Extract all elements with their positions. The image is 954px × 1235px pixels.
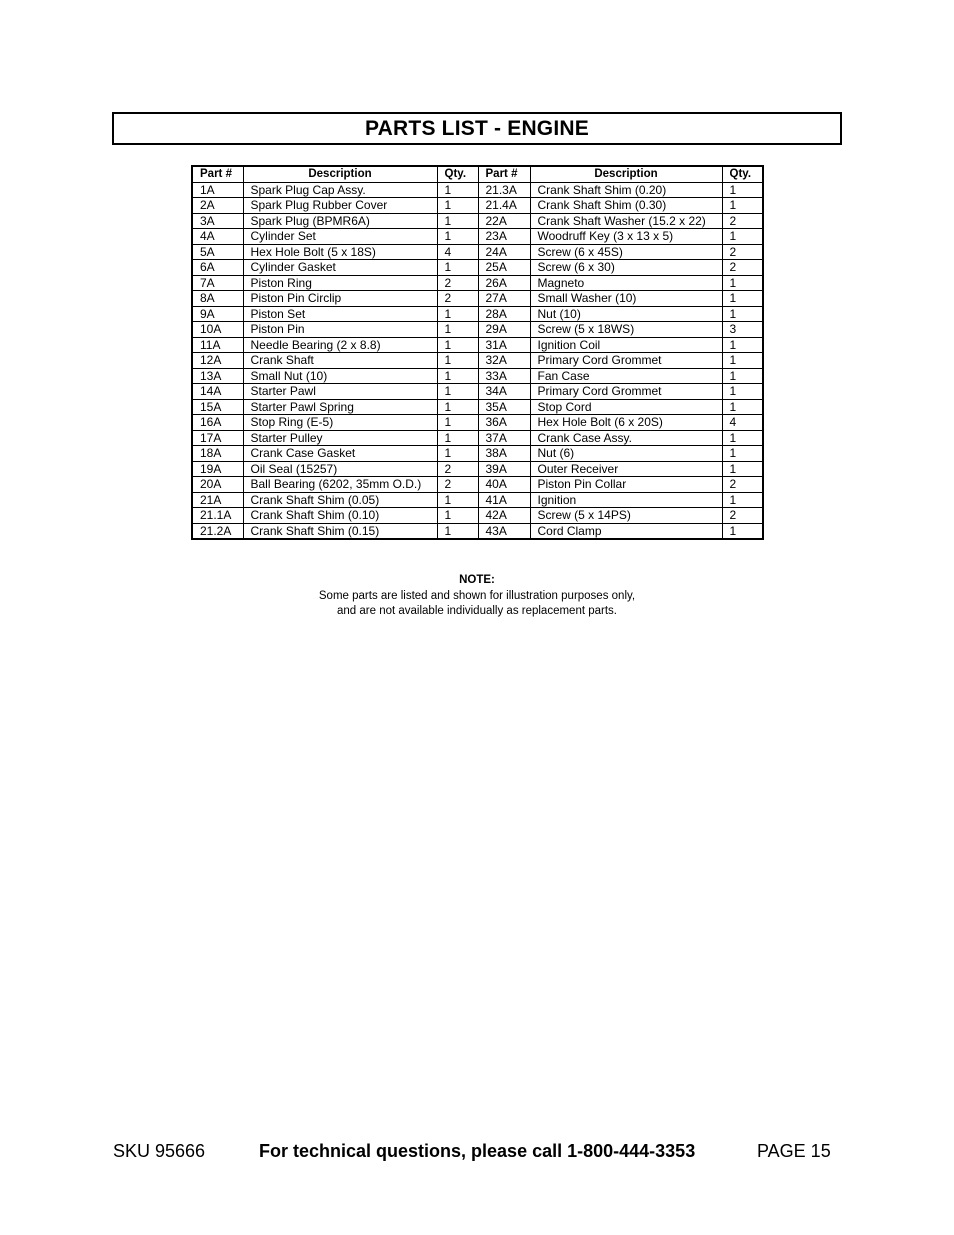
description-left: Crank Case Gasket (243, 446, 437, 462)
part-number-left: 21A (192, 492, 243, 508)
qty-right: 1 (722, 229, 763, 245)
qty-left: 1 (437, 492, 478, 508)
part-number-right: 40A (478, 477, 530, 493)
qty-left: 1 (437, 260, 478, 276)
description-right: Nut (10) (530, 306, 722, 322)
part-number-left: 16A (192, 415, 243, 431)
qty-right: 2 (722, 508, 763, 524)
table-row (192, 213, 763, 229)
page-footer (0, 1141, 954, 1165)
description-left: Crank Shaft Shim (0.10) (243, 508, 437, 524)
part-number-right: 31A (478, 337, 530, 353)
description-left: Cylinder Set (243, 229, 437, 245)
part-number-left: 4A (192, 229, 243, 245)
description-left: Crank Shaft Shim (0.05) (243, 492, 437, 508)
header-description-right: Description (530, 166, 722, 182)
description-right: Piston Pin Collar (530, 477, 722, 493)
qty-left: 1 (437, 337, 478, 353)
part-number-left: 11A (192, 337, 243, 353)
qty-right: 1 (722, 384, 763, 400)
qty-left: 1 (437, 213, 478, 229)
part-number-right: 21.3A (478, 182, 530, 198)
table-row (192, 198, 763, 214)
note-line-1: Some parts are listed and shown for illustration purposes only, (318, 589, 636, 602)
description-right: Screw (5 x 18WS) (530, 322, 722, 338)
qty-left: 2 (437, 477, 478, 493)
description-right: Stop Cord (530, 399, 722, 415)
part-number-right: 29A (478, 322, 530, 338)
part-number-right: 43A (478, 523, 530, 539)
qty-left: 2 (437, 275, 478, 291)
table-header-row (192, 166, 763, 182)
table-row (192, 306, 763, 322)
part-number-left: 6A (192, 260, 243, 276)
qty-right: 1 (722, 182, 763, 198)
part-number-left: 2A (192, 198, 243, 214)
qty-right: 1 (722, 368, 763, 384)
description-left: Hex Hole Bolt (5 x 18S) (243, 244, 437, 260)
title-box (112, 112, 842, 145)
part-number-left: 17A (192, 430, 243, 446)
description-left: Starter Pawl (243, 384, 437, 400)
description-right: Screw (6 x 30) (530, 260, 722, 276)
part-number-left: 20A (192, 477, 243, 493)
description-right: Crank Shaft Shim (0.20) (530, 182, 722, 198)
table-row (192, 477, 763, 493)
part-number-left: 5A (192, 244, 243, 260)
part-number-right: 21.4A (478, 198, 530, 214)
description-right: Fan Case (530, 368, 722, 384)
description-right: Woodruff Key (3 x 13 x 5) (530, 229, 722, 245)
description-left: Ball Bearing (6202, 35mm O.D.) (243, 477, 437, 493)
description-right: Magneto (530, 275, 722, 291)
description-right: Crank Shaft Washer (15.2 x 22) (530, 213, 722, 229)
qty-right: 1 (722, 430, 763, 446)
part-number-right: 27A (478, 291, 530, 307)
header-qty-left: Qty. (437, 166, 478, 182)
part-number-right: 26A (478, 275, 530, 291)
table-row (192, 244, 763, 260)
description-left: Crank Shaft (243, 353, 437, 369)
table-row (192, 275, 763, 291)
table-row (192, 492, 763, 508)
table-row (192, 260, 763, 276)
table-row (192, 384, 763, 400)
qty-left: 1 (437, 182, 478, 198)
qty-right: 3 (722, 322, 763, 338)
part-number-right: 24A (478, 244, 530, 260)
qty-left: 1 (437, 229, 478, 245)
part-number-left: 19A (192, 461, 243, 477)
part-number-left: 3A (192, 213, 243, 229)
description-right: Primary Cord Grommet (530, 384, 722, 400)
qty-right: 1 (722, 275, 763, 291)
part-number-right: 39A (478, 461, 530, 477)
header-description-left: Description (243, 166, 437, 182)
description-right: Hex Hole Bolt (6 x 20S) (530, 415, 722, 431)
footer-tech-support: For technical questions, please call 1-800-444-3353 (259, 1141, 696, 1161)
part-number-right: 25A (478, 260, 530, 276)
description-left: Starter Pawl Spring (243, 399, 437, 415)
table-row (192, 229, 763, 245)
table-row (192, 399, 763, 415)
part-number-right: 35A (478, 399, 530, 415)
description-right: Primary Cord Grommet (530, 353, 722, 369)
part-number-left: 21.2A (192, 523, 243, 539)
qty-right: 2 (722, 244, 763, 260)
description-right: Small Washer (10) (530, 291, 722, 307)
description-right: Crank Shaft Shim (0.30) (530, 198, 722, 214)
description-right: Screw (5 x 14PS) (530, 508, 722, 524)
footer-sku: SKU 95666 (113, 1141, 206, 1161)
qty-left: 1 (437, 523, 478, 539)
part-number-left: 8A (192, 291, 243, 307)
header-qty-right: Qty. (722, 166, 763, 182)
qty-left: 2 (437, 461, 478, 477)
part-number-left: 13A (192, 368, 243, 384)
table-row (192, 508, 763, 524)
description-left: Crank Shaft Shim (0.15) (243, 523, 437, 539)
qty-right: 1 (722, 337, 763, 353)
part-number-left: 15A (192, 399, 243, 415)
qty-right: 2 (722, 260, 763, 276)
table-row (192, 415, 763, 431)
part-number-right: 41A (478, 492, 530, 508)
note-block (0, 573, 954, 620)
description-left: Stop Ring (E-5) (243, 415, 437, 431)
qty-left: 1 (437, 306, 478, 322)
table-row (192, 337, 763, 353)
part-number-left: 12A (192, 353, 243, 369)
qty-right: 1 (722, 291, 763, 307)
part-number-right: 33A (478, 368, 530, 384)
qty-right: 1 (722, 492, 763, 508)
description-left: Spark Plug (BPMR6A) (243, 213, 437, 229)
part-number-left: 10A (192, 322, 243, 338)
table-row (192, 322, 763, 338)
part-number-right: 32A (478, 353, 530, 369)
part-number-left: 7A (192, 275, 243, 291)
description-right: Outer Receiver (530, 461, 722, 477)
description-right: Cord Clamp (530, 523, 722, 539)
part-number-right: 36A (478, 415, 530, 431)
description-left: Piston Pin (243, 322, 437, 338)
page-title: PARTS LIST - ENGINE (365, 116, 589, 140)
description-left: Spark Plug Cap Assy. (243, 182, 437, 198)
qty-right: 1 (722, 306, 763, 322)
description-left: Piston Ring (243, 275, 437, 291)
table-row (192, 368, 763, 384)
part-number-left: 1A (192, 182, 243, 198)
part-number-left: 14A (192, 384, 243, 400)
description-left: Small Nut (10) (243, 368, 437, 384)
part-number-right: 22A (478, 213, 530, 229)
header-part-right: Part # (478, 166, 530, 182)
qty-right: 2 (722, 213, 763, 229)
part-number-left: 21.1A (192, 508, 243, 524)
qty-right: 1 (722, 198, 763, 214)
qty-left: 1 (437, 322, 478, 338)
header-part-left: Part # (192, 166, 243, 182)
qty-left: 4 (437, 244, 478, 260)
part-number-left: 9A (192, 306, 243, 322)
note-line-2: and are not available individually as replacement parts. (337, 605, 617, 617)
description-left: Oil Seal (15257) (243, 461, 437, 477)
part-number-right: 42A (478, 508, 530, 524)
qty-right: 4 (722, 415, 763, 431)
table-row (192, 523, 763, 539)
part-number-right: 34A (478, 384, 530, 400)
part-number-right: 37A (478, 430, 530, 446)
parts-table-body (192, 182, 763, 539)
table-row (192, 353, 763, 369)
part-number-right: 28A (478, 306, 530, 322)
qty-right: 1 (722, 461, 763, 477)
qty-left: 1 (437, 446, 478, 462)
qty-right: 2 (722, 477, 763, 493)
note-title: NOTE: (459, 574, 495, 586)
description-left: Cylinder Gasket (243, 260, 437, 276)
table-row (192, 446, 763, 462)
qty-right: 1 (722, 353, 763, 369)
part-number-left: 18A (192, 446, 243, 462)
part-number-right: 38A (478, 446, 530, 462)
table-row (192, 461, 763, 477)
qty-left: 1 (437, 399, 478, 415)
qty-left: 1 (437, 415, 478, 431)
table-row (192, 430, 763, 446)
qty-left: 1 (437, 368, 478, 384)
qty-left: 2 (437, 291, 478, 307)
description-left: Piston Pin Circlip (243, 291, 437, 307)
description-left: Needle Bearing (2 x 8.8) (243, 337, 437, 353)
description-right: Crank Case Assy. (530, 430, 722, 446)
parts-table (191, 165, 764, 540)
description-right: Nut (6) (530, 446, 722, 462)
description-left: Starter Pulley (243, 430, 437, 446)
description-right: Ignition (530, 492, 722, 508)
description-left: Spark Plug Rubber Cover (243, 198, 437, 214)
table-row (192, 291, 763, 307)
qty-left: 1 (437, 353, 478, 369)
qty-right: 1 (722, 399, 763, 415)
qty-left: 1 (437, 508, 478, 524)
description-right: Ignition Coil (530, 337, 722, 353)
qty-right: 1 (722, 446, 763, 462)
qty-left: 1 (437, 384, 478, 400)
description-left: Piston Set (243, 306, 437, 322)
footer-page-number: PAGE 15 (757, 1141, 831, 1161)
table-row (192, 182, 763, 198)
qty-left: 1 (437, 430, 478, 446)
qty-right: 1 (722, 523, 763, 539)
part-number-right: 23A (478, 229, 530, 245)
qty-left: 1 (437, 198, 478, 214)
description-right: Screw (6 x 45S) (530, 244, 722, 260)
